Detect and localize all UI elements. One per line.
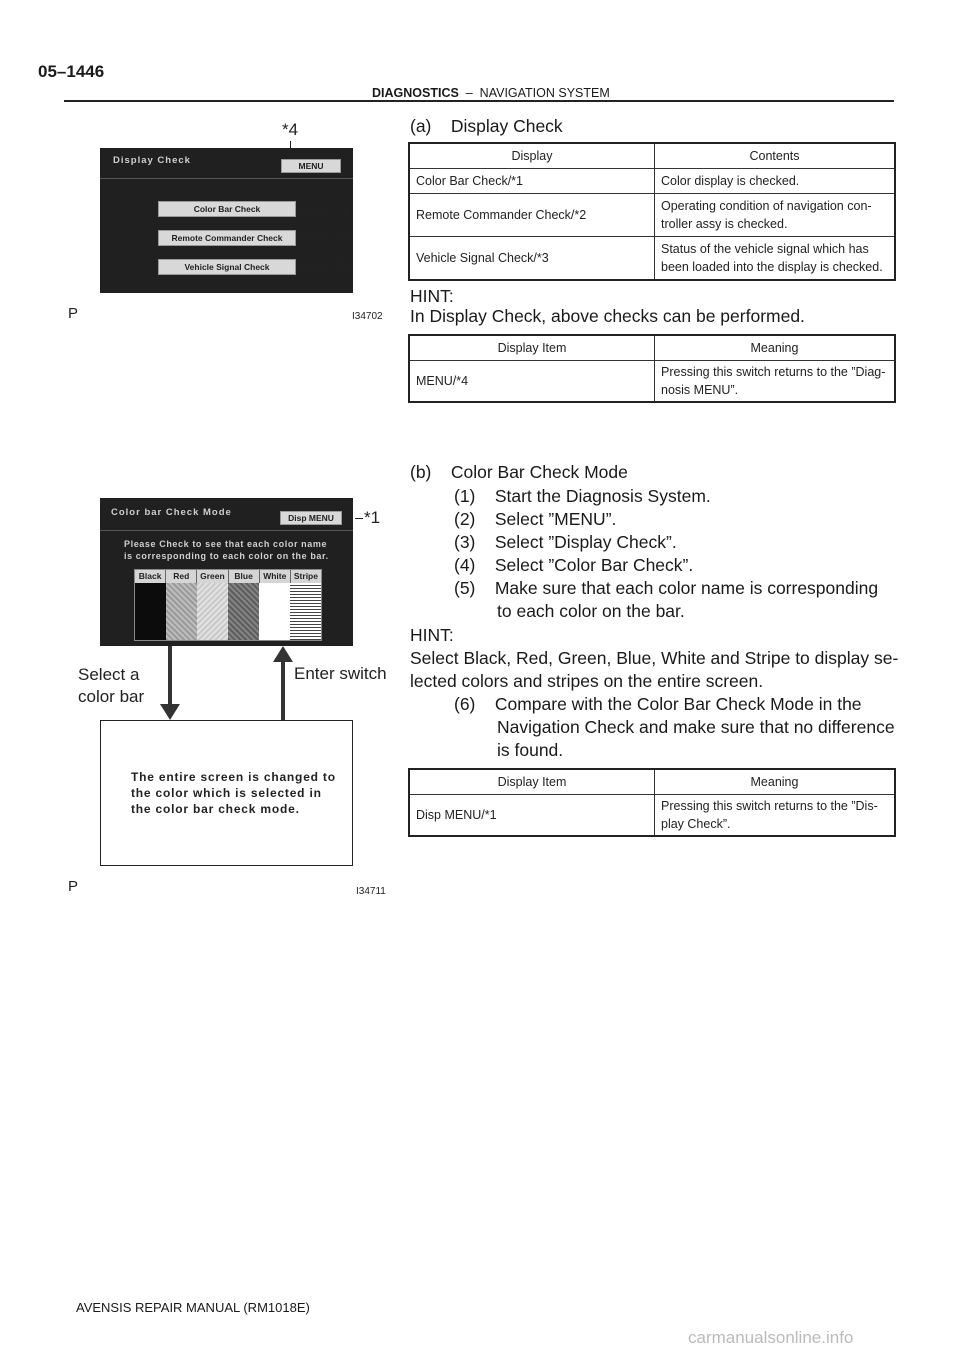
figure-id: I34702 — [352, 311, 383, 322]
step-2: (2) Select ”MENU”. — [454, 509, 617, 529]
hint-text: In Display Check, above checks can be performed. — [410, 306, 805, 326]
header-subsection: NAVIGATION SYSTEM — [479, 86, 610, 100]
bar-white-label[interactable]: White — [260, 570, 291, 583]
display-check-table — [408, 142, 896, 281]
footer: AVENSIS REPAIR MANUAL (RM1018E) — [76, 1300, 310, 1315]
step-6: (6) Compare with the Color Bar Check Mode in the — [454, 694, 862, 714]
color-bar-check-screen — [100, 498, 353, 646]
bar-black-label[interactable]: Black — [135, 570, 166, 583]
arrow-down-icon — [160, 704, 180, 720]
leader-line — [297, 238, 327, 239]
bar-stripe[interactable] — [290, 583, 321, 640]
table-header: Display — [409, 143, 655, 169]
page-number: 05–1446 — [38, 62, 105, 81]
leader-line — [355, 518, 363, 519]
table-cell: Status of the vehicle signal which has been loaded into the display is checked. — [655, 237, 896, 280]
table-row — [409, 169, 895, 194]
section-b-heading: (b) Color Bar Check Mode — [410, 462, 628, 482]
screen-title: Color bar Check Mode — [111, 507, 232, 518]
step-3: (3) Select ”Display Check”. — [454, 532, 677, 552]
table-header: Display Item — [409, 769, 655, 795]
table-header: Display Item — [409, 335, 655, 361]
instruction-text: Please Check to see that each color name is corresponding to each color on the bar. — [124, 539, 329, 561]
bar-green-label[interactable]: Green — [197, 570, 228, 583]
bar-red[interactable] — [166, 583, 197, 640]
color-bar-check-button[interactable]: Color Bar Check — [158, 201, 296, 217]
divider — [100, 530, 353, 531]
arrow-up-icon — [273, 646, 293, 662]
step-4: (4) Select ”Color Bar Check”. — [454, 555, 694, 575]
table-header: Meaning — [655, 335, 896, 361]
table-cell: MENU/*4 — [409, 361, 655, 402]
table-cell: Vehicle Signal Check/*3 — [409, 237, 655, 280]
disp-menu-button[interactable]: Disp MENU — [280, 511, 342, 525]
table-row — [409, 194, 895, 237]
bar-black[interactable] — [135, 583, 166, 640]
table-header: Contents — [655, 143, 896, 169]
watermark: carmanualsonline.info — [688, 1328, 854, 1347]
hint-label: HINT: — [410, 625, 454, 645]
hint-line-1: Select Black, Red, Green, Blue, White and Stripe to display se- — [410, 648, 899, 668]
callout-4: *4 — [282, 120, 299, 139]
table-header: Meaning — [655, 769, 896, 795]
step-5-cont: to each color on the bar. — [497, 601, 685, 621]
bar-white[interactable] — [259, 583, 290, 640]
enter-switch-label: Enter switch — [294, 664, 387, 683]
table-row — [409, 237, 895, 280]
leader-line — [297, 267, 327, 268]
bar-red-label[interactable]: Red — [166, 570, 197, 583]
select-color-bar-label: Select a color bar — [78, 665, 145, 706]
vehicle-signal-check-button[interactable]: Vehicle Signal Check — [158, 259, 296, 275]
step-1: (1) Start the Diagnosis System. — [454, 486, 711, 506]
result-text: The entire screen is changed to the color which is selected in the color bar check mode. — [131, 770, 336, 816]
table-cell: Remote Commander Check/*2 — [409, 194, 655, 237]
step-6-cont: is found. — [497, 740, 564, 760]
figure-id: I34711 — [356, 886, 386, 897]
table-cell: Pressing this switch returns to the ”Diag- nosis MENU”. — [655, 361, 896, 402]
table-cell: Disp MENU/*1 — [409, 795, 655, 836]
bar-blue-label[interactable]: Blue — [229, 570, 260, 583]
menu-meaning-table — [408, 334, 896, 403]
bar-stripe-label[interactable]: Stripe — [291, 570, 321, 583]
callout-3: *3 — [333, 257, 350, 276]
header-section: DIAGNOSTICS — [372, 86, 459, 100]
header-separator: – — [465, 86, 473, 100]
disp-menu-meaning-table — [408, 768, 896, 837]
leader-line — [297, 209, 327, 210]
step-5: (5) Make sure that each color name is corresponding — [454, 578, 879, 598]
bar-green[interactable] — [197, 583, 228, 640]
table-cell: Operating condition of navigation con- troller assy is checked. — [655, 194, 896, 237]
arrow-enter — [281, 660, 285, 720]
hint-line-2: lected colors and stripes on the entire screen. — [410, 671, 764, 691]
step-6-cont: Navigation Check and make sure that no difference — [497, 717, 895, 737]
table-cell: Pressing this switch returns to the ”Dis- play Check”. — [655, 795, 896, 836]
bar-blue[interactable] — [228, 583, 259, 640]
result-screen — [100, 720, 353, 866]
table-cell: Color display is checked. — [655, 169, 896, 194]
callout-2: *2 — [333, 228, 350, 247]
arrow-select — [168, 646, 172, 706]
header-rule — [64, 100, 894, 102]
p-mark: P — [68, 305, 79, 322]
display-check-screen — [100, 148, 353, 293]
section-a-heading: (a) Display Check — [410, 116, 563, 136]
bar-labels — [135, 570, 321, 583]
menu-button[interactable]: MENU — [281, 159, 341, 173]
p-mark: P — [68, 878, 79, 895]
callout-1: *1 — [364, 508, 381, 527]
table-cell: Color Bar Check/*1 — [409, 169, 655, 194]
callout-1: *1 — [333, 199, 350, 218]
header-title — [372, 86, 610, 100]
divider — [100, 178, 353, 179]
table-row — [409, 795, 895, 836]
hint-label: HINT: — [410, 286, 454, 306]
table-row — [409, 361, 895, 402]
screen-title: Display Check — [113, 155, 191, 166]
color-bars — [134, 569, 322, 641]
remote-commander-check-button[interactable]: Remote Commander Check — [158, 230, 296, 246]
